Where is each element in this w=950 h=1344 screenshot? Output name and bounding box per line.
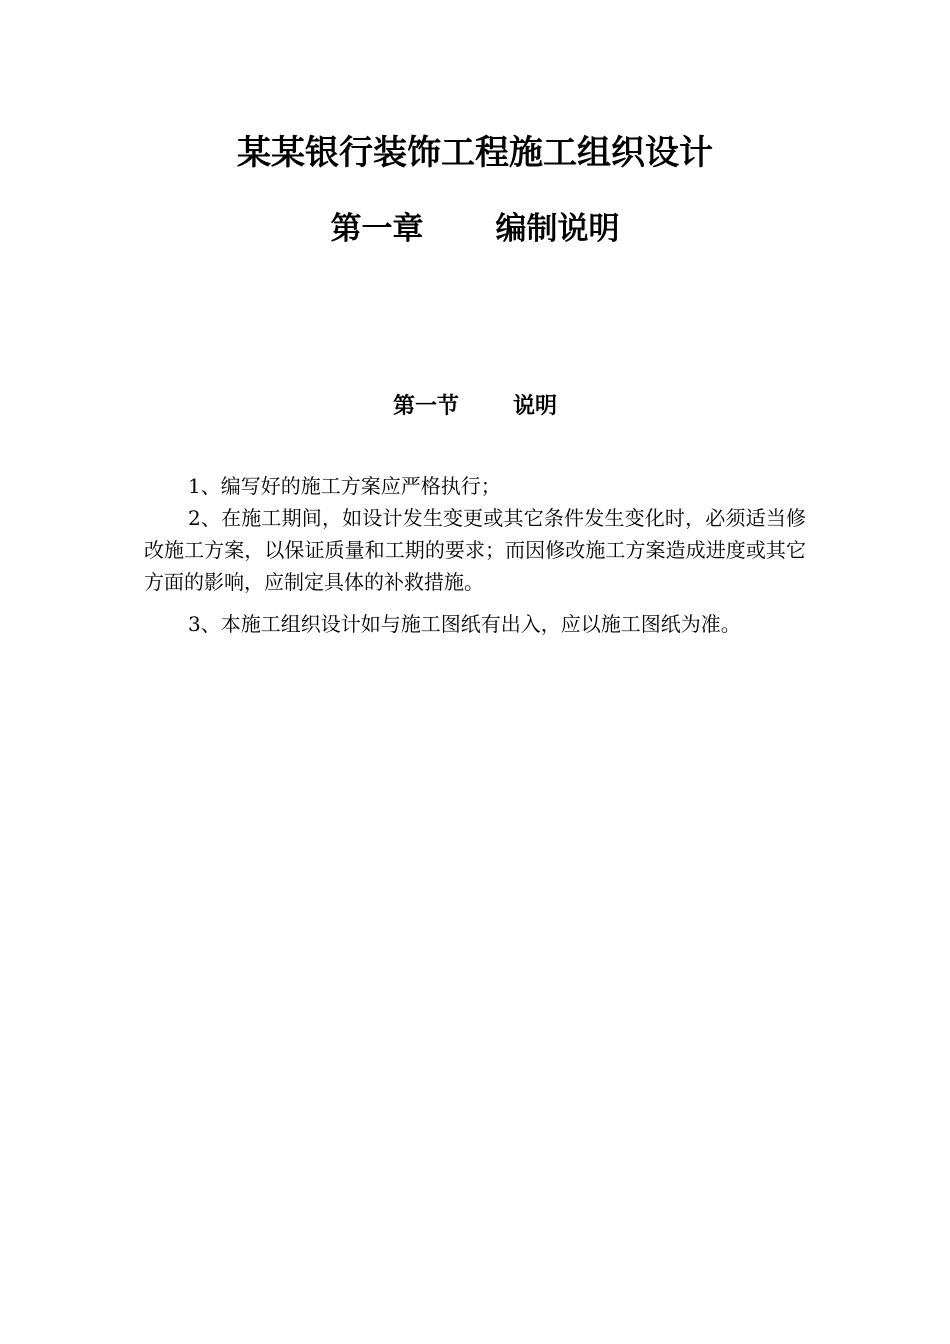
document-title: 某某银行装饰工程施工组织设计 (237, 133, 713, 173)
paragraph-3: 3、本施工组织设计如与施工图纸有出入，应以施工图纸为准。 (188, 612, 741, 636)
section-heading (0, 390, 950, 424)
chapter-heading (0, 205, 950, 253)
paragraph-1: 1、编写好的施工方案应严格执行； (188, 474, 501, 498)
section-name: 说明 (513, 394, 558, 419)
document-body (144, 470, 806, 640)
chapter-number: 第一章 (330, 211, 424, 247)
chapter-name: 编制说明 (495, 211, 620, 247)
paragraph-2: 2、在施工期间，如设计发生变更或其它条件发生变化时，必须适当修改施工方案，以保证质量和工期的要求；而因修改施工方案造成进度或其它方面的影响，应制定具体的补救措施。 (144, 506, 806, 594)
section-number: 第一节 (392, 394, 459, 419)
